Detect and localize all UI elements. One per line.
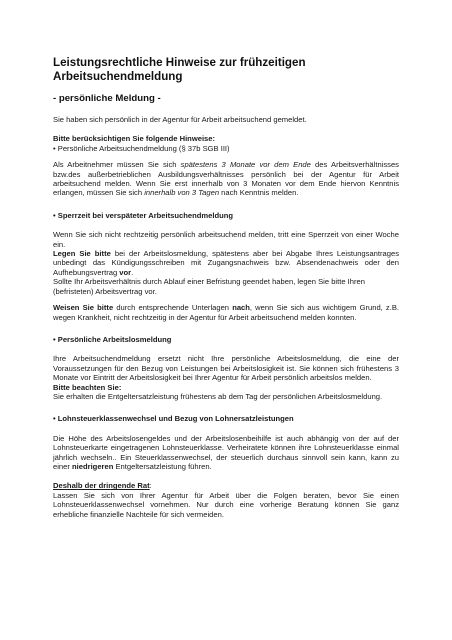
- s1p4-text-d: , wenn Sie sich aus wichtigem Grund, z.B. wegen Krankheit, nicht rechtzeitig in der Agentur für Arbeit arbeitsuchend melden konnten.: [53, 303, 400, 322]
- paragraph-deadline: [53, 160, 399, 198]
- s1p2-text-d: .: [131, 267, 134, 277]
- s1-paragraph-2: [53, 249, 399, 277]
- s1p4-bold-nach: nach: [232, 303, 250, 313]
- s2-note-text: Sie erhalten die Entgeltersatzleistung frühestens ab dem Tag der persönlichen Arbeitslosmeldung.: [53, 391, 383, 401]
- s1p2-bold-a: Legen Sie bitte: [53, 249, 111, 259]
- s2-note-heading: Bitte beachten Sie:: [53, 382, 122, 392]
- s3-advice-heading-text: Deshalb der dringende Rat: [53, 481, 150, 491]
- p1-text-e: nach Kenntnis melden.: [219, 188, 299, 198]
- s1-paragraph-4: [53, 303, 399, 322]
- s1p2-text-b: bei der Arbeitslosmeldung, spätestens aber bei Abgabe Ihres Leistungsantrages unbedingt das Kündigungsschreiben mit Zugangsnachweis bzw. Absendenachweis oder den Aufhebungsvertrag: [53, 249, 399, 277]
- title-line-2: Arbeitsuchendmeldung: [53, 70, 183, 83]
- s3p1-bold-niedrigeren: niedrigeren: [72, 461, 114, 471]
- p1-text-a: Als Arbeitnehmer müssen Sie sich: [53, 160, 181, 170]
- s1p4-text-b: durch entsprechende Unterlagen: [113, 303, 233, 313]
- hint-heading: Bitte berücksichtigen Sie folgende Hinweise:: [53, 134, 216, 144]
- s3p1-text-a: Die Höhe des Arbeitslosengeldes und der Arbeitslosenbeihilfe ist auch abhängig von der auf der Lohnsteuerkarte eingetragenen Lohnsteuerklasse. Verheiratete können ihre Lohnsteuerklasse einmal jährlich wechseln.. Ein Steuerklassenwechsel, der steuerlich durchaus sinnvoll sein kann, kann zu einer: [53, 433, 399, 471]
- hint-item: • Persönliche Arbeitsuchendmeldung (§ 37b SGB III): [53, 143, 230, 153]
- s3-paragraph-2: Lassen Sie sich von Ihrer Agentur für Arbeit über die Folgen beraten, bevor Sie einen Lohnsteuerklassenwechsel vornehmen. Nur durch eine vorherige Beratung können Sie ganz erhebliche finanzielle Nachteile für sich vermeiden.: [53, 490, 399, 519]
- p1-emphasis-3-days: innerhalb von 3 Tagen: [144, 188, 220, 198]
- s2-paragraph-1: Ihre Arbeitsuchendmeldung ersetzt nicht Ihre persönliche Arbeitslosmeldung, die eine der Voraussetzungen für den Bezug von Leistungen bei Arbeitslosigkeit ist. Sie können sich frühestens 3 Monate vor Eintritt der Arbeitslosigkeit bei Ihrer Agentur für Arbeit persönlich arbeitslos melden.: [53, 354, 399, 383]
- p1-text-c: des Arbeitsverhältnisses bzw.des außerbetrieblichen Ausbildungsverhältnisses persönlich bei der Agentur für Arbeit arbeitsuchend melden. Wenn Sie erst innerhalb von 3 Monaten vor dem Ende hiervon Kenntnis erlangen, müssen Sie sich: [53, 160, 399, 198]
- section-title-lohnsteuer: • Lohnsteuerklassenwechsel und Bezug von Lohnersatzleistungen: [53, 414, 294, 424]
- s3-advice-heading: [53, 481, 399, 490]
- intro-text: Sie haben sich persönlich in der Agentur für Arbeit arbeitsuchend gemeldet.: [53, 115, 307, 124]
- p1-emphasis-deadline: spätestens 3 Monate vor dem Ende: [180, 160, 311, 170]
- section-title-sperrzeit: • Sperrzeit bei verspäteter Arbeitsuchendmeldung: [53, 210, 234, 220]
- s3p1-text-c: Entgeltersatzleistung führen.: [113, 461, 212, 471]
- document-content: [53, 56, 399, 519]
- s1p4-bold-a: Weisen Sie bitte: [53, 303, 114, 313]
- s1-paragraph-1: Wenn Sie sich nicht rechtzeitig persönlich arbeitsuchend melden, tritt eine Sperrzeit von einer Woche ein.: [53, 230, 399, 249]
- document-subtitle: - persönliche Meldung -: [53, 93, 161, 104]
- s1p2-bold-vor: vor: [119, 267, 132, 277]
- title-line-1: Leistungsrechtliche Hinweise zur frühzeitigen: [53, 56, 306, 69]
- s3-advice-colon: :: [149, 481, 152, 491]
- section-title-arbeitslosmeldung: • Persönliche Arbeitslosmeldung: [53, 334, 172, 344]
- s1-paragraph-3: Sollte Ihr Arbeitsverhältnis durch Ablauf einer Befristung geendet haben, legen Sie bitte Ihren (befristeten) Arbeitsvertrag vor.: [53, 277, 365, 296]
- s3-paragraph-1: [53, 434, 399, 472]
- document-title: [53, 56, 399, 84]
